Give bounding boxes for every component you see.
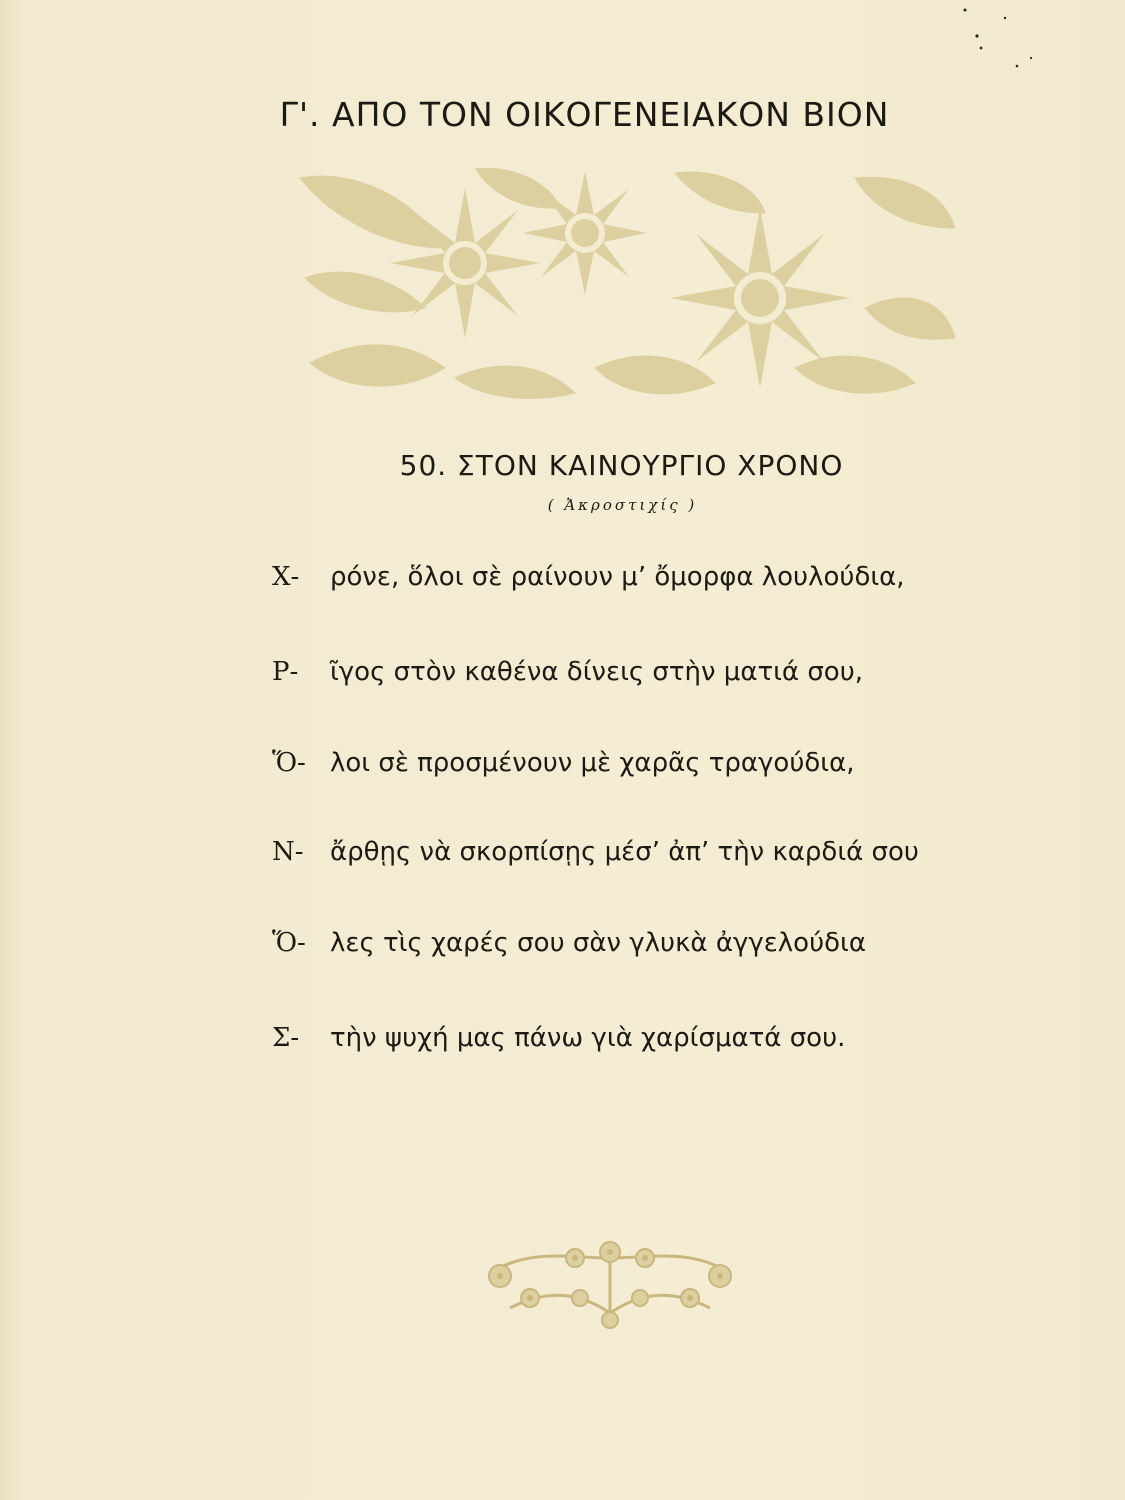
poem-subtitle-text: ( Ἀκροστιχίς ): [547, 496, 698, 514]
flower-woodcut-ornament: [295, 168, 955, 403]
poem-title-text: 50. ΣΤΟΝ ΚΑΙΝΟΥΡΓΙΟ ΧΡΟΝΟ: [399, 449, 844, 482]
verse-line: [272, 748, 1032, 778]
section-header: [0, 95, 1125, 134]
verse-text: ἄρθῃς νὰ σκορπίσῃς μέσ’ ἀπ’ τὴν καρδιά σου: [330, 837, 919, 867]
poem-subtitle: [0, 496, 1125, 514]
acrostic-letter: Ὅ-: [272, 748, 306, 778]
acrostic-letter: Ν-: [272, 837, 304, 867]
acrostic-letter: Χ-: [272, 562, 300, 592]
verse-text: ρόνε, ὅλοι σὲ ραίνουν μ’ ὄμορφα λουλούδια,: [330, 562, 905, 592]
verse-text: λες τὶς χαρές σου σὰν γλυκὰ ἀγγελούδια: [330, 928, 866, 958]
ink-speckles: [935, 0, 1035, 80]
section-header-text: Γ'. ΑΠΟ ΤΟΝ ΟΙΚΟΓΕΝΕΙΑΚΟΝ ΒΙΟΝ: [279, 95, 890, 134]
verse-line: [272, 1023, 1032, 1053]
verse-line: [272, 562, 1032, 592]
verse-line: [272, 928, 1032, 958]
acrostic-letter: Ρ-: [272, 657, 299, 687]
verse-line: [272, 837, 1032, 867]
verse-text: λοι σὲ προσμένουν μὲ χαρᾶς τραγούδια,: [330, 748, 855, 778]
flower-garland-ornament: [470, 1238, 750, 1330]
acrostic-letter: Ὅ-: [272, 928, 306, 958]
verse-line: [272, 657, 1032, 687]
acrostic-letter: Σ-: [272, 1023, 300, 1053]
verse-text: τὴν ψυχή μας πάνω γιὰ χαρίσματά σου.: [330, 1023, 846, 1053]
poem-title: [0, 449, 1125, 482]
verse-text: ῖγος στὸν καθένα δίνεις στὴν ματιά σου,: [330, 657, 864, 687]
